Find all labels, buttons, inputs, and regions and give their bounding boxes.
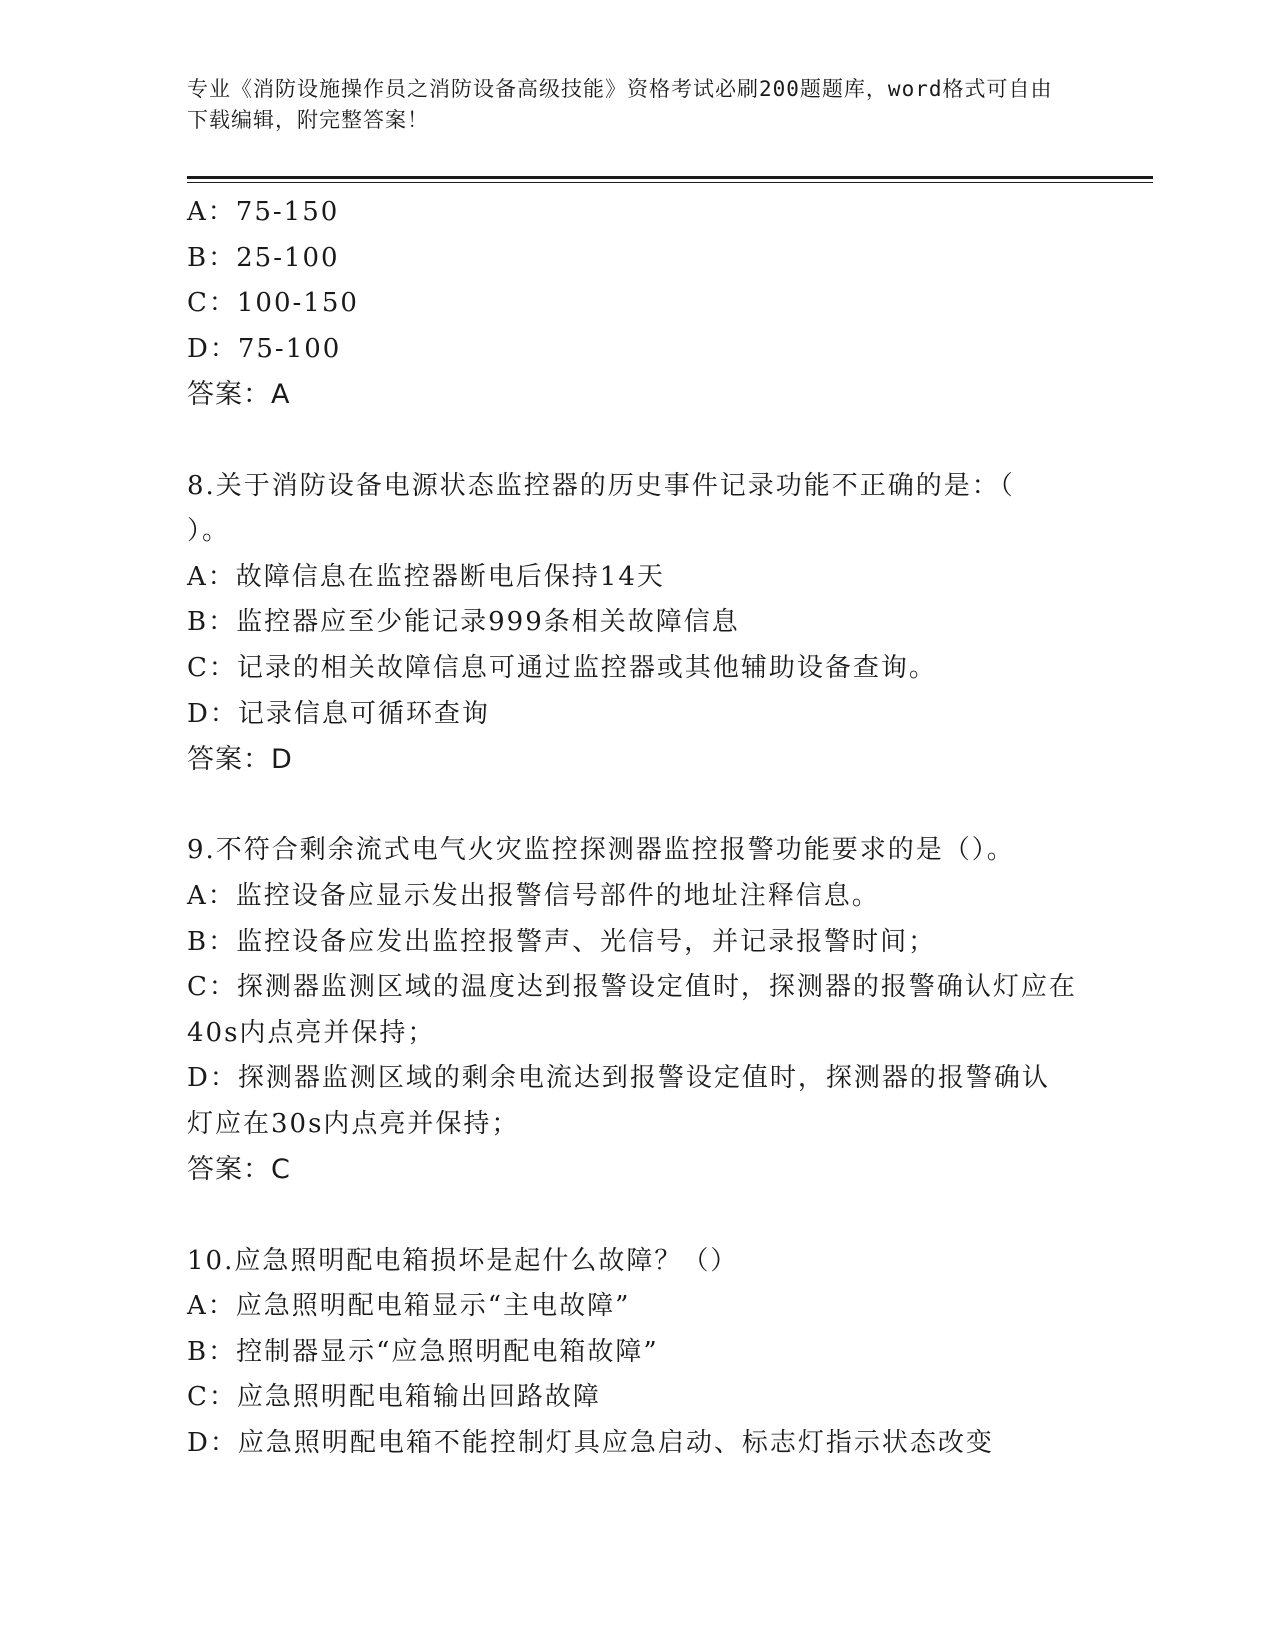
question-7-block	[187, 190, 1077, 418]
q8-answer: 答案：D	[187, 744, 293, 776]
q9-option-c: C：探测器监测区域的温度达到报警设定值时，探测器的报警确认灯应在40s内点亮并保持；	[187, 972, 1077, 1048]
q10-option-d: D：应急照明配电箱不能控制灯具应急启动、标志灯指示状态改变	[187, 1428, 994, 1459]
q8-stem-line-1: 8.关于消防设备电源状态监控器的历史事件记录功能不正确的是：（	[187, 470, 1015, 501]
q7-option-b: B：25-100	[187, 242, 340, 273]
spacer	[187, 1193, 1077, 1239]
q8-option-a: A：故障信息在监控器断电后保持14天	[187, 561, 665, 592]
spacer	[187, 418, 1077, 464]
q8-option-d: D：记录信息可循环查询	[187, 698, 490, 729]
q9-stem: 9.不符合剩余流式电气火灾监控探测器监控报警功能要求的是（）。	[187, 835, 1015, 866]
q7-option-d: D：75-100	[187, 333, 342, 364]
q8-option-b: B：监控器应至少能记录999条相关故障信息	[187, 607, 740, 638]
q8-stem-line-2: ）。	[187, 516, 231, 547]
q10-option-c: C：应急照明配电箱输出回路故障	[187, 1382, 601, 1413]
q9-answer: 答案：C	[187, 1154, 291, 1186]
question-content	[187, 190, 1077, 1467]
q10-option-b: B：控制器显示“应急照明配电箱故障”	[187, 1336, 659, 1367]
q10-option-a: A：应急照明配电箱显示“主电故障”	[187, 1291, 631, 1322]
header-divider-thick	[187, 176, 1153, 179]
q7-answer: 答案：A	[187, 379, 291, 411]
question-10-block	[187, 1239, 1077, 1467]
q7-option-a: A：75-150	[187, 197, 340, 227]
page-header: 专业《消防设施操作员之消防设备高级技能》资格考试必刷200题题库，word格式可自由下载编辑，附完整答案！	[187, 77, 1053, 132]
q9-option-a: A：监控设备应显示发出报警信号部件的地址注释信息。	[187, 880, 880, 911]
q9-option-b: B：监控设备应发出监控报警声、光信号，并记录报警时间；	[187, 926, 937, 957]
spacer	[187, 783, 1077, 829]
header-divider-thin	[187, 182, 1153, 183]
q7-option-c: C：100-150	[187, 288, 359, 319]
q9-option-d: D：探测器监测区域的剩余电流达到报警设定值时，探测器的报警确认灯应在30s内点亮并保持；	[187, 1063, 1050, 1139]
question-8-block	[187, 464, 1077, 783]
q10-stem: 10.应急照明配电箱损坏是起什么故障？（）	[187, 1245, 739, 1276]
question-9-block	[187, 828, 1077, 1193]
q8-option-c: C：记录的相关故障信息可通过监控器或其他辅助设备查询。	[187, 652, 937, 683]
